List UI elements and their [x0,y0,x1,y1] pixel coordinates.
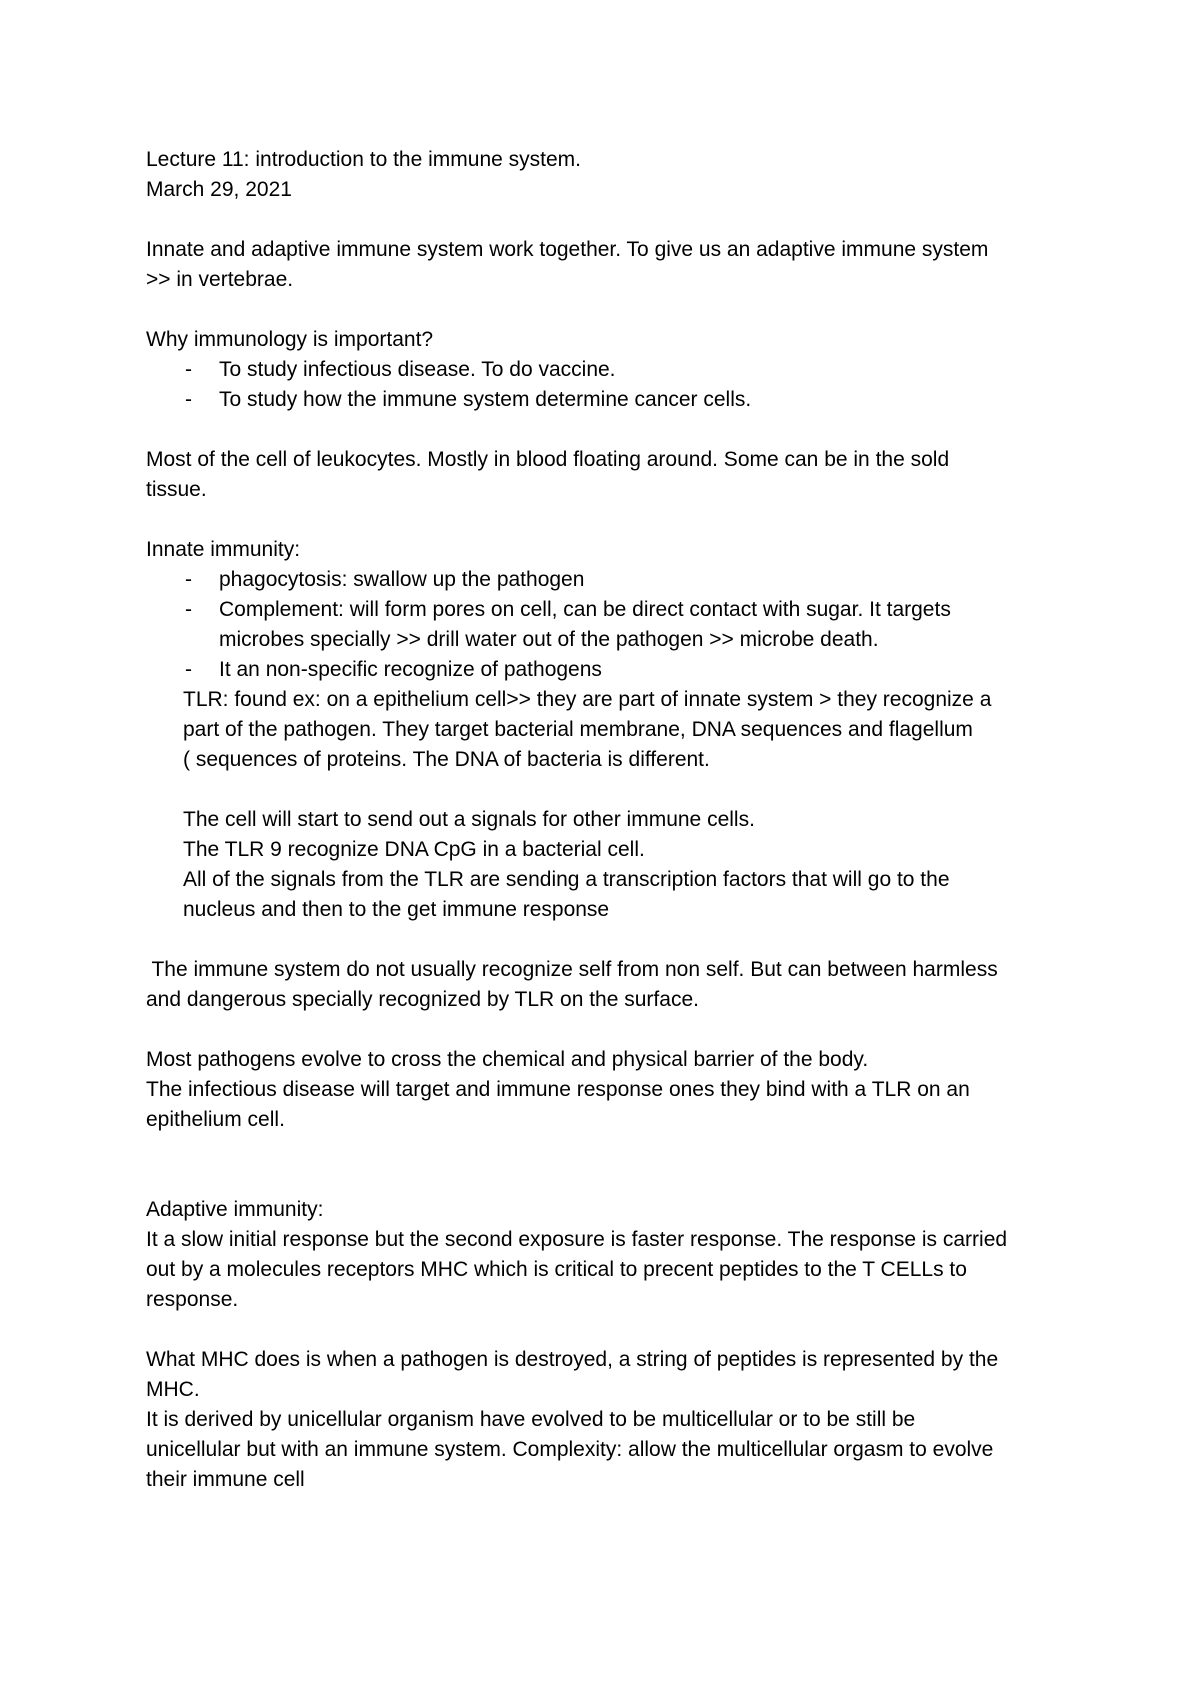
list-item [146,385,1076,415]
list-item [146,565,1076,595]
adaptive-line-1: It a slow initial response but the second exposure is faster response. The response is carried [146,1228,1008,1251]
spacer [146,775,1076,805]
pathogens-line-1: Most pathogens evolve to cross the chemical and physical barrier of the body. [146,1048,869,1071]
lecture-date: March 29, 2021 [146,178,292,201]
spacer [146,1015,1076,1045]
list-item [146,355,1076,385]
mhc-line-2: MHC. [146,1378,200,1401]
document-page [146,145,1076,1495]
bullet-text: It an non-specific recognize of pathogens [219,658,602,681]
adaptive-line-2: out by a molecules receptors MHC which is critical to precent peptides to the T CELLs to [146,1258,967,1281]
mhc-line-5: their immune cell [146,1468,305,1491]
spacer [146,205,1076,235]
spacer [146,925,1076,955]
why-heading: Why immunology is important? [146,328,434,351]
adaptive-heading: Adaptive immunity: [146,1198,324,1221]
bullet-text: To study how the immune system determine cancer cells. [219,388,752,411]
bullet-dash: - [185,388,192,411]
intro-line-1: Innate and adaptive immune system work together. To give us an adaptive immune system [146,238,989,261]
self-line-1: The immune system do not usually recognize self from non self. But can between harmless [146,958,998,981]
bullet-text: phagocytosis: swallow up the pathogen [219,568,585,591]
bullet-dash: - [185,598,192,621]
lecture-title: Lecture 11: introduction to the immune system. [146,148,581,171]
spacer [146,1315,1076,1345]
self-line-2: and dangerous specially recognized by TLR on the surface. [146,988,699,1011]
mhc-line-3: It is derived by unicellular organism have evolved to be multicellular or to be still be [146,1408,916,1431]
spacer [146,1135,1076,1195]
bullet-text: To study infectious disease. To do vaccine. [219,358,616,381]
list-item [146,655,1076,685]
intro-line-2: >> in vertebrae. [146,268,294,291]
signal-line-3: All of the signals from the TLR are sending a transcription factors that will go to the [183,868,950,891]
adaptive-line-3: response. [146,1288,239,1311]
why-bullet-list [146,355,1076,415]
mhc-line-4: unicellular but with an immune system. Complexity: allow the multicellular orgasm to evolve [146,1438,994,1461]
tlr-line-3: ( sequences of proteins. The DNA of bacteria is different. [183,748,710,771]
innate-bullet-list [146,565,1076,685]
tlr-line-1: TLR: found ex: on a epithelium cell>> they are part of innate system > they recognize a [183,688,992,711]
leukocytes-line-1: Most of the cell of leukocytes. Mostly in blood floating around. Some can be in the sold [146,448,950,471]
spacer [146,415,1076,445]
signal-line-2: The TLR 9 recognize DNA CpG in a bacterial cell. [183,838,645,861]
list-item [146,595,1076,625]
innate-heading: Innate immunity: [146,538,301,561]
list-item-continuation [146,625,1076,655]
pathogens-line-3: epithelium cell. [146,1108,285,1131]
bullet-text: microbes specially >> drill water out of the pathogen >> microbe death. [219,628,879,651]
bullet-dash: - [185,358,192,381]
tlr-line-2: part of the pathogen. They target bacterial membrane, DNA sequences and flagellum [183,718,973,741]
mhc-line-1: What MHC does is when a pathogen is destroyed, a string of peptides is represented by the [146,1348,999,1371]
bullet-dash: - [185,568,192,591]
signal-line-1: The cell will start to send out a signals for other immune cells. [183,808,755,831]
bullet-dash: - [185,658,192,681]
spacer [146,505,1076,535]
bullet-text: Complement: will form pores on cell, can be direct contact with sugar. It targets [219,598,951,621]
pathogens-line-2: The infectious disease will target and immune response ones they bind with a TLR on an [146,1078,970,1101]
spacer [146,295,1076,325]
leukocytes-line-2: tissue. [146,478,207,501]
signal-line-4: nucleus and then to the get immune response [183,898,610,921]
